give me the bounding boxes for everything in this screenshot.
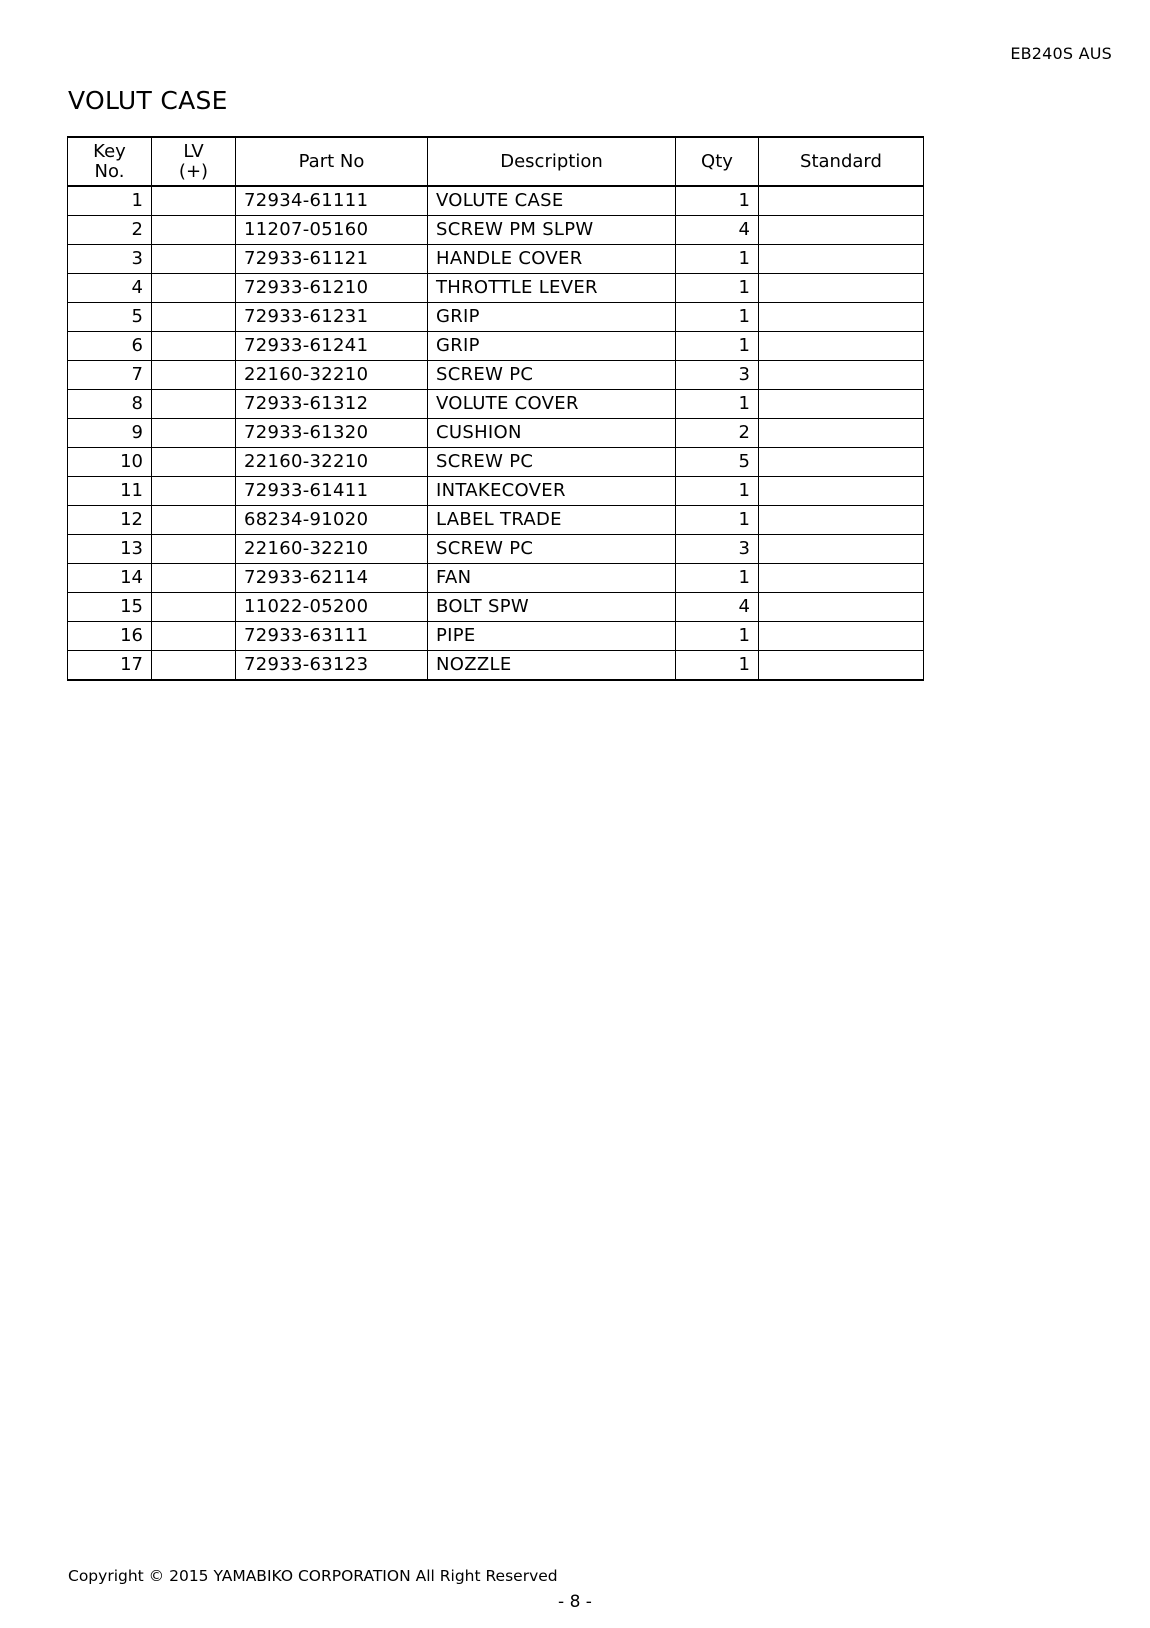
cell-part-no: 68234-91020 (236, 506, 428, 535)
cell-description: CUSHION (428, 419, 676, 448)
cell-description: BOLT SPW (428, 593, 676, 622)
cell-standard (759, 535, 924, 564)
cell-description: VOLUTE COVER (428, 390, 676, 419)
cell-lv (152, 332, 236, 361)
header-standard: Standard (759, 137, 924, 186)
cell-qty: 3 (676, 535, 759, 564)
cell-key-no: 17 (68, 651, 152, 681)
cell-part-no: 72934-61111 (236, 186, 428, 216)
cell-qty: 1 (676, 186, 759, 216)
cell-key-no: 3 (68, 245, 152, 274)
cell-part-no: 22160-32210 (236, 361, 428, 390)
cell-key-no: 16 (68, 622, 152, 651)
cell-part-no: 22160-32210 (236, 535, 428, 564)
cell-standard (759, 245, 924, 274)
cell-lv (152, 535, 236, 564)
document-code: EB240S AUS (1010, 44, 1112, 63)
table-row (68, 564, 924, 593)
cell-standard (759, 506, 924, 535)
cell-key-no: 13 (68, 535, 152, 564)
header-part-no: Part No (236, 137, 428, 186)
cell-key-no: 10 (68, 448, 152, 477)
header-lv (152, 137, 236, 186)
cell-key-no: 2 (68, 216, 152, 245)
cell-lv (152, 186, 236, 216)
cell-lv (152, 477, 236, 506)
table-row (68, 303, 924, 332)
cell-qty: 4 (676, 216, 759, 245)
table-row (68, 216, 924, 245)
cell-standard (759, 303, 924, 332)
cell-description: INTAKECOVER (428, 477, 676, 506)
cell-part-no: 72933-61312 (236, 390, 428, 419)
page-number: - 8 - (558, 1592, 592, 1612)
cell-key-no: 12 (68, 506, 152, 535)
cell-key-no: 5 (68, 303, 152, 332)
cell-description: LABEL TRADE (428, 506, 676, 535)
cell-lv (152, 216, 236, 245)
cell-key-no: 1 (68, 186, 152, 216)
cell-qty: 1 (676, 245, 759, 274)
cell-qty: 1 (676, 622, 759, 651)
cell-part-no: 72933-61121 (236, 245, 428, 274)
cell-qty: 3 (676, 361, 759, 390)
table-row (68, 419, 924, 448)
table-row (68, 506, 924, 535)
cell-standard (759, 390, 924, 419)
page-title: VOLUT CASE (68, 86, 228, 115)
table-row (68, 332, 924, 361)
header-key-line2: No. (94, 160, 125, 182)
cell-description: HANDLE COVER (428, 245, 676, 274)
cell-part-no: 72933-63111 (236, 622, 428, 651)
cell-part-no: 11207-05160 (236, 216, 428, 245)
parts-table (67, 136, 924, 681)
cell-standard (759, 593, 924, 622)
table-row (68, 361, 924, 390)
cell-description: NOZZLE (428, 651, 676, 681)
cell-description: SCREW PC (428, 535, 676, 564)
cell-lv (152, 361, 236, 390)
cell-key-no: 4 (68, 274, 152, 303)
cell-part-no: 22160-32210 (236, 448, 428, 477)
cell-qty: 1 (676, 274, 759, 303)
copyright-notice: Copyright © 2015 YAMABIKO CORPORATION All Right Reserved (68, 1567, 558, 1585)
table-row (68, 245, 924, 274)
header-description: Description (428, 137, 676, 186)
cell-description: GRIP (428, 332, 676, 361)
cell-lv (152, 419, 236, 448)
cell-part-no: 72933-61231 (236, 303, 428, 332)
cell-part-no: 72933-63123 (236, 651, 428, 681)
cell-lv (152, 390, 236, 419)
cell-key-no: 6 (68, 332, 152, 361)
cell-description: SCREW PM SLPW (428, 216, 676, 245)
cell-standard (759, 216, 924, 245)
table-row (68, 535, 924, 564)
cell-qty: 4 (676, 593, 759, 622)
cell-qty: 1 (676, 477, 759, 506)
table-row (68, 274, 924, 303)
cell-standard (759, 332, 924, 361)
cell-description: SCREW PC (428, 448, 676, 477)
header-key-line1: Key (93, 140, 126, 162)
cell-part-no: 72933-61210 (236, 274, 428, 303)
cell-description: THROTTLE LEVER (428, 274, 676, 303)
table-row (68, 477, 924, 506)
cell-key-no: 8 (68, 390, 152, 419)
cell-lv (152, 303, 236, 332)
cell-key-no: 11 (68, 477, 152, 506)
cell-key-no: 15 (68, 593, 152, 622)
cell-standard (759, 274, 924, 303)
table-header-row (68, 137, 924, 186)
cell-standard (759, 564, 924, 593)
cell-part-no: 72933-61411 (236, 477, 428, 506)
header-qty: Qty (676, 137, 759, 186)
table-row (68, 390, 924, 419)
cell-lv (152, 448, 236, 477)
cell-standard (759, 651, 924, 681)
cell-standard (759, 622, 924, 651)
cell-description: GRIP (428, 303, 676, 332)
cell-qty: 1 (676, 506, 759, 535)
cell-part-no: 11022-05200 (236, 593, 428, 622)
cell-qty: 1 (676, 651, 759, 681)
cell-lv (152, 506, 236, 535)
cell-qty: 1 (676, 303, 759, 332)
cell-key-no: 14 (68, 564, 152, 593)
table-row (68, 448, 924, 477)
cell-lv (152, 593, 236, 622)
header-key-no (68, 137, 152, 186)
cell-lv (152, 245, 236, 274)
cell-lv (152, 274, 236, 303)
cell-qty: 1 (676, 564, 759, 593)
cell-qty: 1 (676, 332, 759, 361)
cell-standard (759, 186, 924, 216)
cell-description: PIPE (428, 622, 676, 651)
cell-standard (759, 477, 924, 506)
cell-lv (152, 651, 236, 681)
table-row (68, 622, 924, 651)
cell-description: FAN (428, 564, 676, 593)
cell-part-no: 72933-61320 (236, 419, 428, 448)
cell-key-no: 9 (68, 419, 152, 448)
table-row (68, 186, 924, 216)
cell-lv (152, 564, 236, 593)
table-row (68, 651, 924, 681)
cell-key-no: 7 (68, 361, 152, 390)
header-lv-line1: LV (183, 140, 204, 162)
parts-table-body (68, 186, 924, 680)
cell-standard (759, 361, 924, 390)
cell-standard (759, 448, 924, 477)
header-lv-line2: (+) (178, 160, 209, 182)
cell-part-no: 72933-61241 (236, 332, 428, 361)
cell-description: SCREW PC (428, 361, 676, 390)
cell-standard (759, 419, 924, 448)
table-row (68, 593, 924, 622)
cell-part-no: 72933-62114 (236, 564, 428, 593)
cell-qty: 1 (676, 390, 759, 419)
cell-qty: 5 (676, 448, 759, 477)
cell-qty: 2 (676, 419, 759, 448)
cell-description: VOLUTE CASE (428, 186, 676, 216)
cell-lv (152, 622, 236, 651)
